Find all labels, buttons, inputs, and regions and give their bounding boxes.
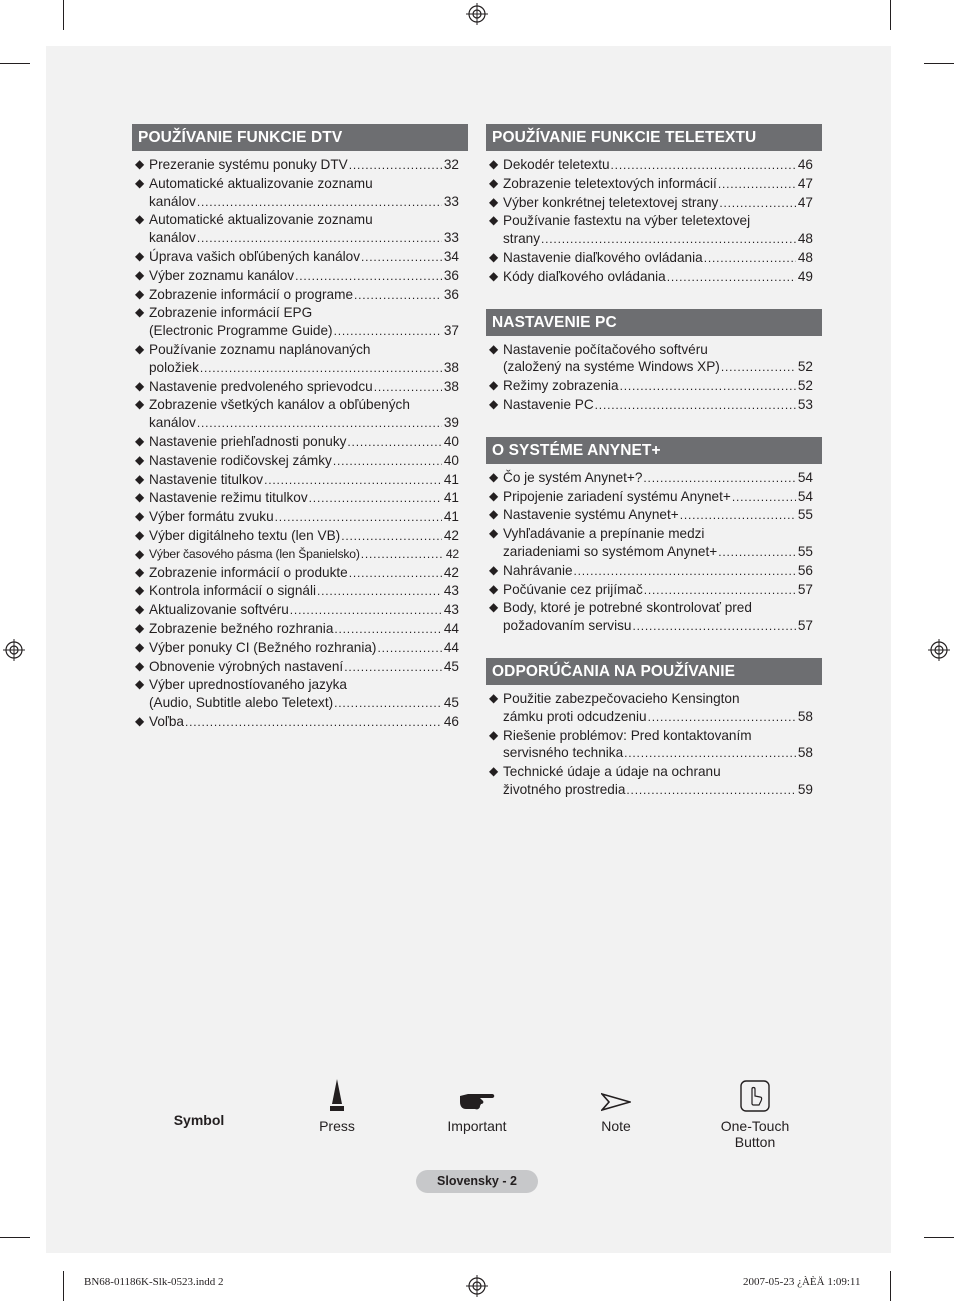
diamond-bullet-icon: ◆ <box>135 471 145 486</box>
toc-entry-text: Zobrazenie informácií o programe <box>149 286 353 302</box>
diamond-bullet-icon: ◆ <box>489 469 499 484</box>
diamond-bullet-icon: ◆ <box>489 175 499 190</box>
one-touch-label-line1: One-Touch <box>720 1118 790 1134</box>
toc-page-number: 40 <box>443 452 459 468</box>
toc-entry-text: servisného technika <box>503 745 624 761</box>
toc-page-number: 49 <box>797 268 813 284</box>
toc-entry <box>135 175 459 212</box>
toc-entry <box>489 562 813 581</box>
toc-entry <box>489 525 813 562</box>
toc-entry-text: Prezeranie systému ponuky DTV <box>149 157 348 172</box>
dot-leader <box>732 489 796 507</box>
toc-entry-text: Nastavenie režimu titulkov <box>149 490 308 506</box>
toc-page-number: 46 <box>443 713 459 729</box>
toc-entry-text: Čo je systém Anynet+? <box>503 469 643 485</box>
dot-leader <box>721 359 796 377</box>
dot-leader <box>309 490 442 508</box>
toc-page-number: 36 <box>443 267 459 283</box>
toc-entry-text: Pripojenie zariadení systému Anynet+ <box>503 488 731 504</box>
toc-entry-text: Nastavenie predvoleného sprievodcu <box>149 378 373 394</box>
dot-leader <box>334 323 442 341</box>
toc-entry-text: Úprava vašich obľúbených kanálov <box>149 248 361 264</box>
toc-entry <box>135 433 459 452</box>
toc-entry <box>135 471 459 490</box>
dot-leader <box>344 659 442 677</box>
footer-date: 2007-05-23 ¿ÀÈÄ 1:09:11 <box>743 1276 861 1288</box>
toc-page-number: 43 <box>443 583 459 599</box>
diamond-bullet-icon: ◆ <box>135 286 145 301</box>
dot-leader <box>624 745 796 763</box>
diamond-bullet-icon: ◆ <box>135 713 145 728</box>
dot-leader <box>361 249 442 267</box>
diamond-bullet-icon: ◆ <box>489 562 499 577</box>
registration-mark-icon <box>928 639 950 661</box>
section-heading: POUŽÍVANIE FUNKCIE TELETEXTU <box>486 124 822 151</box>
crop-mark <box>890 0 891 30</box>
toc-entry <box>489 488 813 507</box>
important-hand-icon <box>458 1090 496 1112</box>
toc-entry-text: (Audio, Subtitle alebo Teletext) <box>149 695 334 711</box>
dot-leader <box>349 565 442 583</box>
toc-page-number: 56 <box>797 562 813 578</box>
toc-entry <box>489 599 813 636</box>
diamond-bullet-icon: ◆ <box>135 157 145 171</box>
dot-leader <box>197 194 442 212</box>
toc-entry <box>135 658 459 677</box>
toc-page-number: 41 <box>443 490 459 506</box>
toc-entry-text: Nastavenie počítačového softvéru <box>503 341 708 357</box>
toc-entry-text: Dekodér teletextu <box>503 157 610 172</box>
section-heading: NASTAVENIE PC <box>486 309 822 336</box>
toc-entry <box>135 267 459 286</box>
toc-entry <box>489 377 813 396</box>
toc-entry <box>489 396 813 415</box>
diamond-bullet-icon: ◆ <box>135 175 145 190</box>
section-heading: ODPORÚČANIA NA POUŽÍVANIE <box>486 658 822 685</box>
toc-page-number: 34 <box>443 248 459 264</box>
crop-mark <box>0 63 30 64</box>
dot-leader <box>704 250 796 268</box>
dot-leader <box>341 528 442 546</box>
toc-page-number: 44 <box>443 620 459 636</box>
toc-page-number: 32 <box>443 157 459 172</box>
toc-entry-text: Výber konkrétnej teletextovej strany <box>503 194 719 210</box>
toc-entry-text: Nastavenie priehľadnosti ponuky <box>149 433 347 449</box>
toc-entry-text: Zobrazenie bežného rozhrania <box>149 620 334 636</box>
dot-leader <box>620 378 796 396</box>
dot-leader <box>185 714 442 732</box>
toc-entry-text: Kontrola informácií o signáli <box>149 583 316 599</box>
toc-page-number: 47 <box>797 194 813 210</box>
dot-leader <box>718 176 796 194</box>
toc-entry <box>135 452 459 471</box>
toc-entry <box>135 211 459 248</box>
toc-page-number: 45 <box>443 695 459 711</box>
toc-entry <box>135 156 459 175</box>
toc-entry-text: Nastavenie systému Anynet+ <box>503 507 679 523</box>
dot-leader <box>574 563 796 581</box>
diamond-bullet-icon: ◆ <box>135 509 145 524</box>
toc-page-number: 52 <box>797 359 813 375</box>
toc-page-number: 55 <box>797 507 813 523</box>
toc-page-number: 43 <box>443 602 459 618</box>
dot-leader <box>377 640 441 658</box>
toc-section <box>486 124 822 287</box>
crop-mark <box>924 1237 954 1238</box>
diamond-bullet-icon: ◆ <box>489 690 499 705</box>
dot-leader <box>290 602 442 620</box>
toc-entry <box>489 175 813 194</box>
toc-right-column <box>486 124 822 822</box>
toc-entry <box>489 581 813 600</box>
toc-entry-text: Zobrazenie informácií EPG <box>149 305 313 321</box>
diamond-bullet-icon: ◆ <box>489 600 499 615</box>
toc-page-number: 41 <box>443 471 459 487</box>
dot-leader <box>200 360 442 378</box>
toc-entry-text: Výber časového pásma (len Španielsko) <box>149 546 360 561</box>
diamond-bullet-icon: ◆ <box>489 157 499 171</box>
toc-page-number: 42 <box>443 564 459 580</box>
toc-page-number: 57 <box>797 618 813 634</box>
crop-mark <box>0 1237 30 1238</box>
toc-page-number: 59 <box>797 781 813 797</box>
toc-page-number: 58 <box>797 708 813 724</box>
toc-section <box>132 124 468 732</box>
diamond-bullet-icon: ◆ <box>135 490 145 505</box>
diamond-bullet-icon: ◆ <box>489 764 499 779</box>
toc-page-number: 58 <box>797 745 813 761</box>
toc-page-number: 42 <box>443 527 459 543</box>
diamond-bullet-icon: ◆ <box>489 581 499 596</box>
diamond-bullet-icon: ◆ <box>135 527 145 542</box>
toc-entry-text: Výber uprednostíovaného jazyka <box>149 677 347 693</box>
dot-leader <box>719 195 796 213</box>
symbol-title-text: Symbol <box>173 1112 225 1128</box>
toc-page-number: 33 <box>443 230 459 246</box>
diamond-bullet-icon: ◆ <box>135 620 145 635</box>
toc-entry-text: Výber digitálneho textu (len VB) <box>149 527 341 543</box>
diamond-bullet-icon: ◆ <box>135 305 145 320</box>
one-touch-label <box>705 1118 805 1150</box>
crop-mark <box>63 1271 64 1301</box>
toc-entry <box>489 763 813 800</box>
toc-entry-text: Nastavenie rodičovskej zámky <box>149 452 332 468</box>
toc-entry <box>489 268 813 287</box>
page-number-badge: Slovensky - 2 <box>416 1170 538 1193</box>
dot-leader <box>632 618 795 636</box>
dot-leader <box>643 470 795 488</box>
toc-entry-text: kanálov <box>149 193 196 209</box>
registration-mark-icon <box>466 3 488 25</box>
dot-leader <box>347 434 441 452</box>
toc-entry <box>489 194 813 213</box>
dot-leader <box>334 621 441 639</box>
toc-entry-text: Vyhľadávanie a prepínanie medzi <box>503 526 705 542</box>
diamond-bullet-icon: ◆ <box>135 602 145 617</box>
diamond-bullet-icon: ◆ <box>135 267 145 282</box>
toc-entry-text: Obnovenie výrobných nastavení <box>149 658 344 674</box>
toc-entry-text: Kódy diaľkového ovládania <box>503 268 666 284</box>
toc-section <box>486 658 822 800</box>
toc-entry-text: Počúvanie cez prijímač <box>503 581 643 597</box>
toc-entry <box>489 690 813 727</box>
dot-leader <box>541 231 796 249</box>
dot-leader <box>317 583 442 601</box>
toc-entry <box>135 601 459 620</box>
toc-page-number: 47 <box>797 175 813 191</box>
diamond-bullet-icon: ◆ <box>489 213 499 228</box>
diamond-bullet-icon: ◆ <box>489 727 499 742</box>
toc-entry-text: Nastavenie PC <box>503 396 594 412</box>
press-symbol <box>297 1070 377 1134</box>
dot-leader <box>648 709 796 727</box>
toc-entry-text: Nastavenie diaľkového ovládania <box>503 249 703 265</box>
diamond-bullet-icon: ◆ <box>489 194 499 209</box>
toc-page-number: 46 <box>797 157 813 172</box>
toc-entry <box>135 527 459 546</box>
toc-entry-text: Používanie fastextu na výber teletextovej <box>503 213 751 229</box>
dot-leader <box>349 157 442 175</box>
toc-entry-text: životného prostredia <box>503 781 626 797</box>
toc-entry <box>489 341 813 378</box>
dot-leader <box>275 509 442 527</box>
diamond-bullet-icon: ◆ <box>489 378 499 393</box>
diamond-bullet-icon: ◆ <box>489 268 499 283</box>
toc-entry-text: Nahrávanie <box>503 562 573 578</box>
toc-page-number: 36 <box>443 286 459 302</box>
one-touch-label-line2: Button <box>734 1134 776 1150</box>
press-icon <box>328 1078 346 1112</box>
registration-mark-icon <box>3 639 25 661</box>
toc-page-number: 37 <box>443 323 459 339</box>
toc-page-number: 55 <box>797 543 813 559</box>
toc-entry-text: zariadeniami so systémom Anynet+ <box>503 543 718 559</box>
toc-entry-text: (založený na systéme Windows XP) <box>503 359 720 375</box>
dot-leader <box>626 782 795 800</box>
toc-entry <box>135 582 459 601</box>
toc-page-number: 48 <box>797 231 813 247</box>
toc-section <box>486 437 822 636</box>
footer-file: BN68-01186K-Slk-0523.indd 2 <box>84 1276 224 1288</box>
toc-page-number: 45 <box>443 658 459 674</box>
crop-mark <box>924 63 954 64</box>
diamond-bullet-icon: ◆ <box>489 249 499 264</box>
toc-page-number: 52 <box>797 378 813 394</box>
toc-entry-text: (Electronic Programme Guide) <box>149 323 333 339</box>
toc-entry <box>135 508 459 527</box>
diamond-bullet-icon: ◆ <box>135 248 145 263</box>
toc-entry-text: Technické údaje a údaje na ochranu <box>503 764 721 780</box>
diamond-bullet-icon: ◆ <box>135 341 145 356</box>
dot-leader <box>680 507 796 525</box>
toc-page-number: 54 <box>797 488 813 504</box>
registration-mark-icon <box>466 1275 488 1297</box>
toc-entry-text: Riešenie problémov: Pred kontaktovaním <box>503 727 752 743</box>
one-touch-button-icon <box>740 1080 770 1112</box>
toc-left-column <box>132 124 468 754</box>
dot-leader <box>295 268 442 286</box>
toc-entry-text: zámku proti odcudzeniu <box>503 708 647 724</box>
toc-page-number: 40 <box>443 433 459 449</box>
section-heading: POUŽÍVANIE FUNKCIE DTV <box>132 124 468 151</box>
toc-entry <box>135 713 459 732</box>
diamond-bullet-icon: ◆ <box>135 583 145 598</box>
crop-mark <box>890 1271 891 1301</box>
dot-leader <box>197 230 442 248</box>
toc-page-number: 38 <box>443 359 459 375</box>
toc-entry <box>135 378 459 397</box>
important-symbol <box>427 1070 527 1134</box>
diamond-bullet-icon: ◆ <box>135 433 145 448</box>
toc-entry <box>135 248 459 267</box>
toc-page-number: 44 <box>443 639 459 655</box>
toc-entry <box>489 727 813 764</box>
toc-entry-text: Režimy zobrazenia <box>503 378 619 394</box>
diamond-bullet-icon: ◆ <box>489 526 499 541</box>
diamond-bullet-icon: ◆ <box>135 546 145 561</box>
toc-page-number: 53 <box>797 396 813 412</box>
diamond-bullet-icon: ◆ <box>135 397 145 412</box>
note-label: Note <box>601 1118 631 1134</box>
diamond-bullet-icon: ◆ <box>135 378 145 393</box>
toc-entry-text: Zobrazenie všetkých kanálov a obľúbených <box>149 397 410 413</box>
toc-entry-text: Výber ponuky CI (Bežného rozhrania) <box>149 639 377 655</box>
toc-page-number: 39 <box>443 415 459 431</box>
toc-page-number: 42 <box>445 546 459 561</box>
toc-entry-text: položiek <box>149 359 199 375</box>
toc-entry <box>135 286 459 305</box>
dot-leader <box>667 269 796 287</box>
toc-entry <box>489 469 813 488</box>
toc-entry-text: Voľba <box>149 713 184 729</box>
toc-entry <box>135 396 459 433</box>
note-symbol <box>576 1070 656 1134</box>
toc-entry-text: strany <box>503 231 541 247</box>
toc-page-number: 57 <box>797 581 813 597</box>
press-label: Press <box>319 1118 355 1134</box>
dot-leader <box>374 379 442 397</box>
toc-entry <box>135 620 459 639</box>
toc-entry <box>489 506 813 525</box>
toc-page-number: 41 <box>443 509 459 525</box>
dot-leader <box>595 397 796 415</box>
diamond-bullet-icon: ◆ <box>489 507 499 522</box>
dot-leader <box>644 582 796 600</box>
toc-entry-text: kanálov <box>149 415 196 431</box>
toc-entry-text: Používanie zoznamu naplánovaných <box>149 341 371 357</box>
toc-entry-text: Automatické aktualizovanie zoznamu <box>149 212 373 228</box>
toc-entry-text: Nastavenie titulkov <box>149 471 264 487</box>
diamond-bullet-icon: ◆ <box>135 677 145 692</box>
section-heading: O SYSTÉME ANYNET+ <box>486 437 822 464</box>
diamond-bullet-icon: ◆ <box>135 452 145 467</box>
toc-entry-text: Výber formátu zvuku <box>149 509 274 525</box>
toc-entry-text: Zobrazenie informácií o produkte <box>149 564 348 580</box>
diamond-bullet-icon: ◆ <box>135 212 145 227</box>
diamond-bullet-icon: ◆ <box>135 639 145 654</box>
toc-entry <box>135 546 459 564</box>
diamond-bullet-icon: ◆ <box>489 396 499 411</box>
toc-entry <box>489 249 813 268</box>
diamond-bullet-icon: ◆ <box>489 488 499 503</box>
dot-leader <box>611 157 796 175</box>
toc-entry <box>135 341 459 378</box>
note-arrow-icon <box>601 1092 631 1112</box>
toc-entry <box>135 639 459 658</box>
toc-entry-text: Aktualizovanie softvéru <box>149 602 289 618</box>
toc-entry-text: Výber zoznamu kanálov <box>149 267 295 283</box>
toc-page-number: 54 <box>797 469 813 485</box>
dot-leader <box>334 695 442 713</box>
toc-entry <box>489 156 813 175</box>
dot-leader <box>333 453 442 471</box>
toc-page-number: 38 <box>443 378 459 394</box>
toc-entry <box>489 212 813 249</box>
symbol-title <box>160 1112 238 1128</box>
dot-leader <box>361 546 444 564</box>
toc-entry-text: Body, ktoré je potrebné skontrolovať pred <box>503 600 752 616</box>
toc-entry-text: kanálov <box>149 230 196 246</box>
diamond-bullet-icon: ◆ <box>135 564 145 579</box>
toc-entry-text: Zobrazenie teletextových informácií <box>503 175 717 191</box>
toc-entry-text: Automatické aktualizovanie zoznamu <box>149 175 373 191</box>
toc-section <box>486 309 822 415</box>
toc-entry <box>135 564 459 583</box>
toc-entry-text: Použitie zabezpečovacieho Kensington <box>503 690 740 706</box>
toc-entry <box>135 304 459 341</box>
dot-leader <box>718 544 796 562</box>
diamond-bullet-icon: ◆ <box>135 658 145 673</box>
dot-leader <box>354 287 442 305</box>
dot-leader <box>264 472 442 490</box>
symbol-legend <box>0 1070 954 1150</box>
toc-entry-text: požadovaním servisu <box>503 618 632 634</box>
dot-leader <box>197 415 442 433</box>
important-label: Important <box>447 1118 507 1134</box>
toc-page-number: 33 <box>443 193 459 209</box>
toc-entry <box>135 676 459 713</box>
toc-entry <box>135 489 459 508</box>
one-touch-symbol <box>705 1070 805 1150</box>
diamond-bullet-icon: ◆ <box>489 341 499 356</box>
crop-mark <box>63 0 64 30</box>
toc-page-number: 48 <box>797 249 813 265</box>
